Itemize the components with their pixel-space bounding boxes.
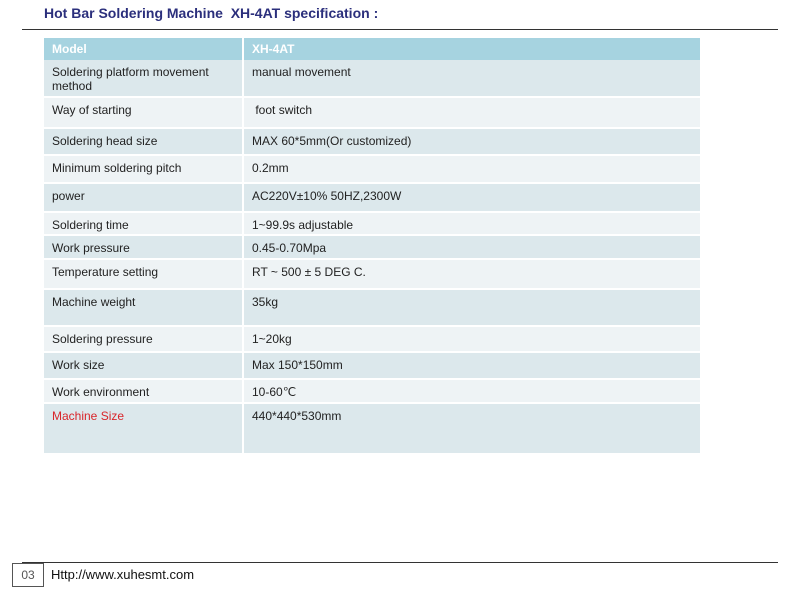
- spec-label: Temperature setting: [44, 259, 243, 289]
- spec-value: AC220V±10% 50HZ,2300W: [243, 183, 701, 212]
- spec-value: 440*440*530mm: [243, 403, 701, 454]
- top-divider: [22, 29, 778, 30]
- spec-label: Soldering time: [44, 212, 243, 235]
- page-number: 03: [12, 563, 44, 587]
- table-row: [44, 212, 701, 235]
- table-row: [44, 183, 701, 212]
- header-model: Model: [44, 38, 243, 60]
- table-row: [44, 379, 701, 403]
- table-row: [44, 155, 701, 183]
- spec-label: power: [44, 183, 243, 212]
- spec-value: manual movement: [243, 60, 701, 97]
- spec-label: Soldering platform movement method: [44, 60, 243, 97]
- spec-table-body: [44, 60, 701, 454]
- spec-value: 0.45-0.70Mpa: [243, 235, 701, 259]
- spec-label: Soldering pressure: [44, 326, 243, 352]
- spec-value: Max 150*150mm: [243, 352, 701, 379]
- table-row: [44, 235, 701, 259]
- spec-label: Machine weight: [44, 289, 243, 326]
- table-row: [44, 289, 701, 326]
- footer-url: Http://www.xuhesmt.com: [51, 567, 195, 582]
- table-row: [44, 326, 701, 352]
- spec-label: Soldering head size: [44, 128, 243, 155]
- spec-table: [44, 38, 702, 455]
- spec-value: 10-60℃: [243, 379, 701, 403]
- spec-value: RT ~ 500 ± 5 DEG C.: [243, 259, 701, 289]
- spec-label: Work pressure: [44, 235, 243, 259]
- spec-value: 0.2mm: [243, 155, 701, 183]
- bottom-divider: [22, 562, 778, 563]
- header-model-value: XH-4AT: [243, 38, 701, 60]
- spec-value: MAX 60*5mm(Or customized): [243, 128, 701, 155]
- spec-label: Work size: [44, 352, 243, 379]
- spec-label: Work environment: [44, 379, 243, 403]
- table-row: [44, 97, 701, 128]
- spec-label: Machine Size: [44, 403, 243, 454]
- table-row: [44, 128, 701, 155]
- page-title: Hot Bar Soldering Machine XH-4AT specification :: [44, 5, 379, 21]
- spec-label: Minimum soldering pitch: [44, 155, 243, 183]
- spec-value: 1~20kg: [243, 326, 701, 352]
- spec-table-header-row: [44, 38, 701, 60]
- spec-label: Way of starting: [44, 97, 243, 128]
- spec-value: 1~99.9s adjustable: [243, 212, 701, 235]
- table-row: [44, 403, 701, 454]
- table-row: [44, 352, 701, 379]
- table-row: [44, 259, 701, 289]
- table-row: [44, 60, 701, 97]
- spec-value: 35kg: [243, 289, 701, 326]
- spec-value: foot switch: [243, 97, 701, 128]
